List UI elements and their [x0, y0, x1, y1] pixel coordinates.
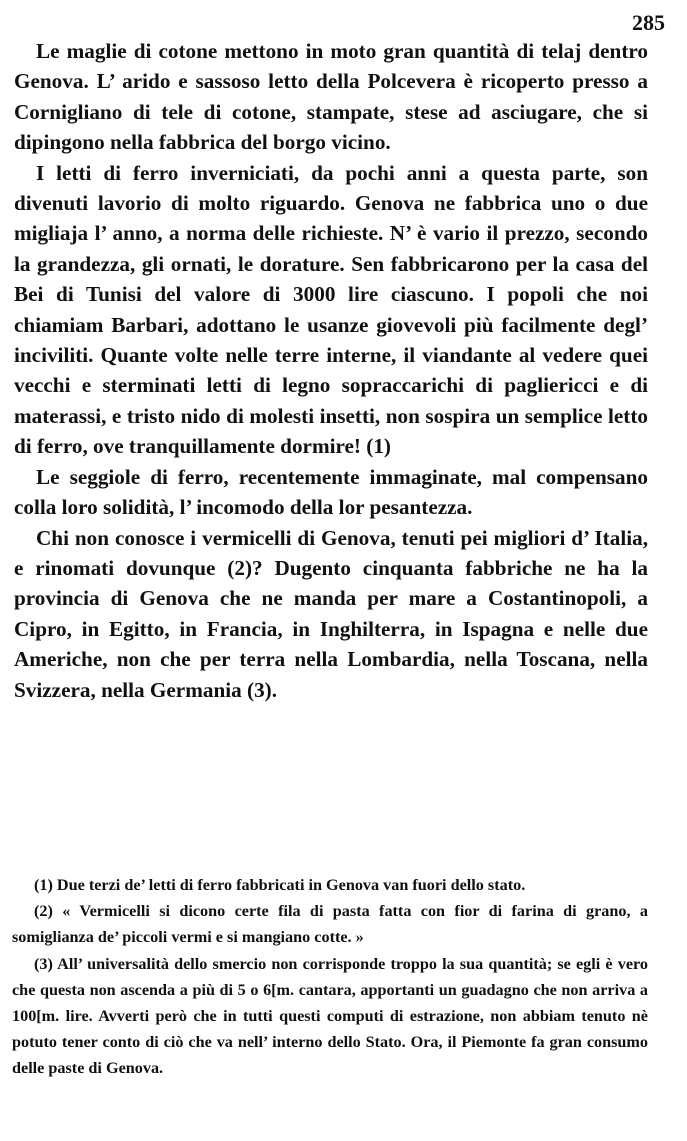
footnote-1: (1) Due terzi de’ letti di ferro fabbricati in Genova van fuori dello stato. [34, 876, 526, 894]
paragraph-vermicelli: Chi non conosce i vermicelli di Genova, tenuti pei migliori d’ Italia, e rinomati dovunque (2)? Dugento cinquanta fabbriche ne ha la provincia di Genova che ne manda per mare a Costantinopoli, a Cipro, in Egitto, in Francia, in Inghilterra, in Ispagna e nelle due Americhe, non che per terra nella Lombardia, nella Toscana, nella Svizzera, nella Germania (3). [14, 525, 648, 702]
footnote-2: (2) « Vermicelli si dicono certe fila di pasta fatta con fior di farina di grano, a somiglianza de’ piccoli vermi e si mangiano cotte. » [12, 902, 648, 947]
paragraph-iron-chairs: Le seggiole di ferro, recentemente immaginate, mal compensano colla loro solidità, l’ incomodo della lor pesantezza. [14, 464, 648, 520]
footnote-3: (3) All’ universalità dello smercio non corrisponde troppo la sua quantità; se egli è vero che questa non ascenda a più di 5 o 6[m. cantara, apportanti un guadagno che non arriva a 100[m. lire. Avverti però che in tutti questi computi di estrazione, non abbiam tenuto nè potuto tener conto di ciò che va nell’ interno dello Stato. Ora, il Piemonte fa gran consumo delle paste di Genova. [12, 954, 648, 1078]
main-text [14, 36, 648, 705]
paragraph-iron-beds: I letti di ferro inverniciati, da pochi anni a questa parte, son divenuti lavorio di molto riguardo. Genova ne fabbrica uno o due migliaja l’ anno, a norma delle richieste. N’ è vario il prezzo, secondo la grandezza, gli ornati, le dorature. Sen fabbricarono per la casa del Bei di Tunisi del valore di 3000 lire ciascuno. I popoli che noi chiamiam Barbari, adottano le usanze giovevoli più facilmente degl’ inciviliti. Quante volte nelle terre interne, il viandante al vedere quei vecchi e sterminati letti di legno sopraccarichi di pagliericci e di materassi, e tristo nido di molesti insetti, non sospira un semplice letto di ferro, ove tranquillamente dormire! (1) [14, 160, 648, 459]
paragraph-cotton: Le maglie di cotone mettono in moto gran quantità di telaj dentro Genova. L’ arido e sassoso letto della Polcevera è ricoperto presso a Cornigliano di tele di cotone, stampate, stese ad asciugare, che si dipingono nella fabbrica del borgo vicino. [14, 39, 648, 155]
footnotes [12, 872, 648, 1082]
page-number: 285 [632, 10, 665, 35]
